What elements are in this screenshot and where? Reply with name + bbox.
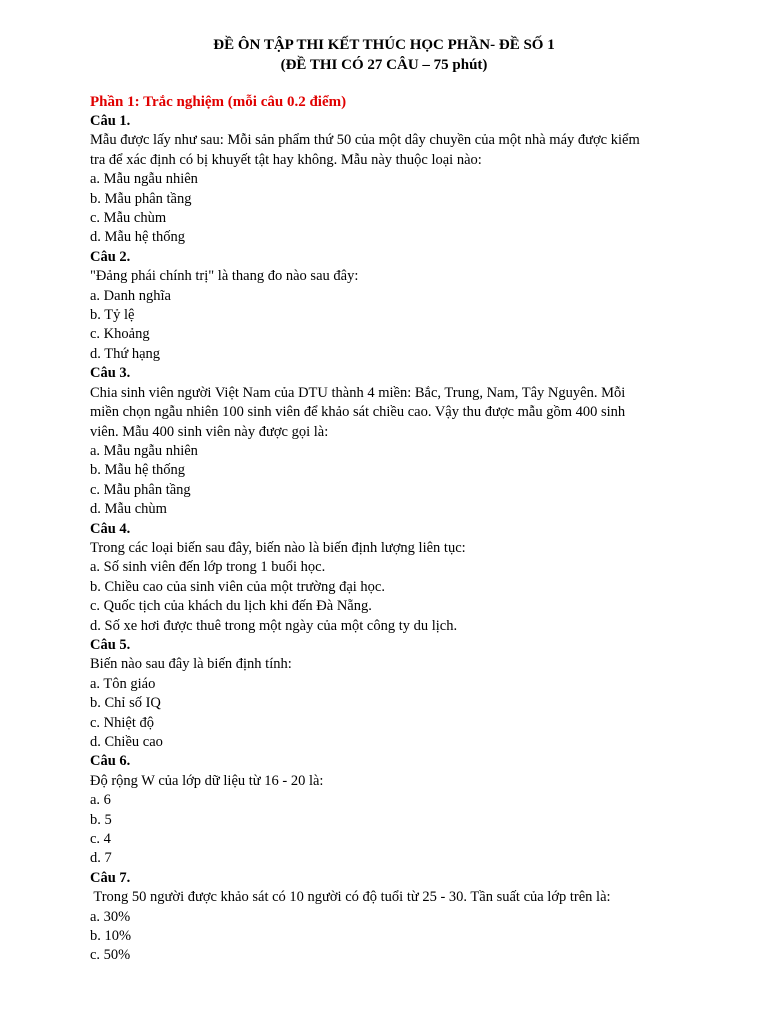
question-text: Trong các loại biến sau đây, biến nào là biến định lượng liên tục:	[90, 539, 466, 556]
question-text: Trong 50 người được khảo sát có 10 người có độ tuổi từ 25 - 30. Tần suất của lớp trên là:	[90, 889, 611, 906]
answer-option: c. Nhiệt độ	[90, 714, 155, 731]
answer-option: b. Chiều cao của sinh viên của một trường đại học.	[90, 578, 385, 595]
answer-option: a. 6	[90, 792, 111, 809]
answer-option: c. 4	[90, 831, 111, 848]
answer-option: d. Chiều cao	[90, 734, 163, 750]
question-text: viên. Mẫu 400 sinh viên này được gọi là:	[90, 423, 329, 440]
question-title: Câu 2.	[90, 248, 131, 265]
section-title: Phần 1: Trắc nghiệm (mỗi câu 0.2 điểm)	[90, 94, 347, 110]
answer-option: a. Số sinh viên đến lớp trong 1 buổi học.	[90, 559, 326, 576]
question-4	[90, 520, 690, 636]
answer-option: d. 7	[90, 850, 112, 867]
question-title: Câu 4.	[90, 520, 131, 537]
document-body	[90, 92, 690, 966]
answer-option: c. Mẫu chùm	[90, 210, 167, 227]
answer-option: d. Mẫu chùm	[90, 501, 167, 518]
document-title: ĐỀ ÔN TẬP THI KẾT THÚC HỌC PHẦN- ĐỀ SỐ 1	[213, 37, 555, 53]
question-text: miền chọn ngẫu nhiên 100 sinh viên để khảo sát chiều cao. Vậy thu được mẫu gồm 400 sinh	[90, 404, 626, 421]
answer-option: b. Mẫu hệ thống	[90, 462, 186, 479]
question-1	[90, 112, 690, 248]
answer-option: b. 5	[90, 811, 112, 828]
answer-option: c. 50%	[90, 947, 131, 964]
question-title: Câu 3.	[90, 365, 131, 382]
question-text: Mẫu được lấy như sau: Mỗi sản phẩm thứ 50 của một dây chuyền của một nhà máy được kiểm	[90, 132, 640, 149]
answer-option: c. Khoảng	[90, 326, 150, 343]
answer-option: c. Mẫu phân tầng	[90, 481, 191, 498]
question-title: Câu 7.	[90, 869, 131, 886]
answer-option: b. Mẫu phân tầng	[90, 190, 192, 207]
answer-option: a. 30%	[90, 908, 131, 925]
answer-option: a. Mẫu ngẫu nhiên	[90, 442, 198, 459]
question-title: Câu 6.	[90, 753, 131, 770]
answer-option: b. 10%	[90, 928, 132, 945]
question-title: Câu 5.	[90, 636, 131, 653]
answer-option: d. Thứ hạng	[90, 345, 161, 362]
answer-option: d. Mẫu hệ thống	[90, 229, 186, 246]
answer-option: d. Số xe hơi được thuê trong một ngày của một công ty du lịch.	[90, 617, 458, 634]
question-text: Độ rộng W của lớp dữ liệu từ 16 - 20 là:	[90, 772, 324, 789]
question-3	[90, 364, 690, 519]
question-5	[90, 636, 690, 752]
question-text: Biến nào sau đây là biến định tính:	[90, 656, 292, 673]
question-text: tra để xác định có bị khuyết tật hay không. Mẫu này thuộc loại nào:	[90, 151, 482, 168]
document-subtitle: (ĐỀ THI CÓ 27 CÂU – 75 phút)	[280, 57, 488, 73]
answer-option: c. Quốc tịch của khách du lịch khi đến Đà Nẵng.	[90, 598, 372, 615]
answer-option: a. Mẫu ngẫu nhiên	[90, 171, 198, 188]
question-6	[90, 752, 690, 868]
answer-option: b. Chỉ số IQ	[90, 695, 161, 712]
answer-option: a. Tôn giáo	[90, 675, 156, 692]
question-7	[90, 869, 690, 966]
question-text: "Đảng phái chính trị" là thang đo nào sau đây:	[90, 268, 359, 285]
question-text: Chia sinh viên người Việt Nam của DTU thành 4 miền: Bắc, Trung, Nam, Tây Nguyên. Mỗi	[90, 384, 626, 401]
document-header	[0, 36, 768, 74]
answer-option: a. Danh nghĩa	[90, 287, 171, 304]
question-2	[90, 248, 690, 364]
answer-option: b. Tỷ lệ	[90, 307, 135, 324]
question-title: Câu 1.	[90, 113, 131, 129]
